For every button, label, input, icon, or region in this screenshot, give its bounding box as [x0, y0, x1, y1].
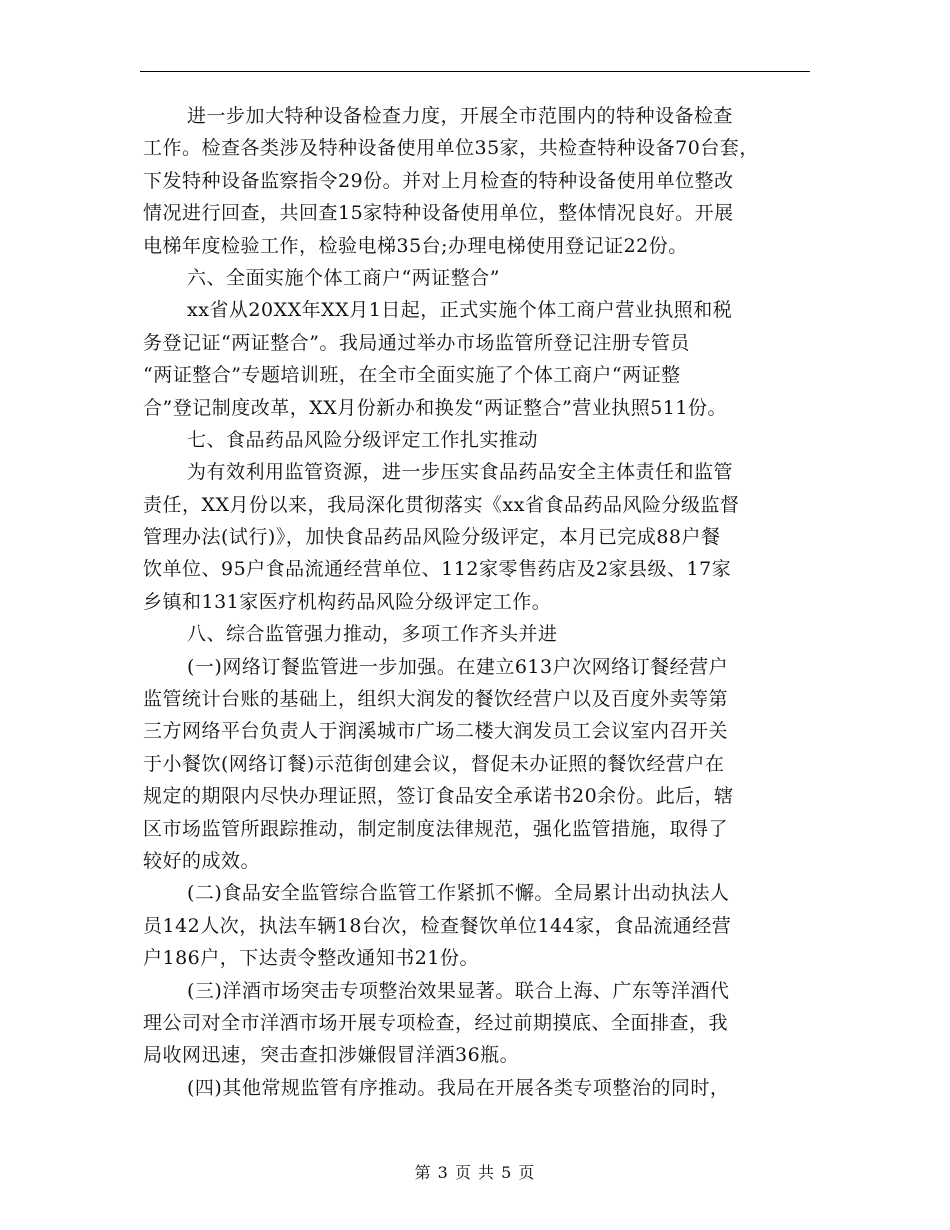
text-line: 理公司对全市洋酒市场开展专项检查，经过前期摸底、全面排查，我	[143, 1011, 729, 1034]
text-line: 工作。检查各类涉及特种设备使用单位35家，共检查特种设备70台套，	[143, 137, 759, 160]
text-line: 责任，XX月份以来，我局深化贯彻落实《xx省食品药品风险分级监督	[143, 493, 740, 516]
text-line: 乡镇和131家医疗机构药品风险分级评定工作。	[143, 590, 552, 613]
text-line: 三方网络平台负责人于润溪城市广场二楼大润发员工会议室内召开关	[143, 720, 729, 743]
text-line: 监管统计台账的基础上，组织大润发的餐饮经营户以及百度外卖等第	[143, 688, 729, 711]
text-line: (四)其他常规监管有序推动。我局在开展各类专项整治的同时，	[187, 1076, 730, 1099]
text-line: 务登记证“两证整合”。我局通过举办市场监管所登记注册专管员	[143, 331, 690, 354]
text-line: 电梯年度检验工作，检验电梯35台;办理电梯使用登记证22份。	[143, 234, 688, 257]
text-line: 规定的期限内尽快办理证照，签订食品安全承诺书20余份。此后，辖	[143, 785, 734, 808]
text-line: 饮单位、95户食品流通经营单位、112家零售药店及2家县级、17家	[143, 558, 732, 581]
document-body	[143, 100, 811, 1104]
text-line: (二)食品安全监管综合监管工作紧抓不懈。全局累计出动执法人	[187, 882, 730, 905]
text-line: 局收网迅速，突击查扣涉嫌假冒洋酒36瓶。	[143, 1044, 520, 1067]
text-line: 情况进行回查，共回查15家特种设备使用单位，整体情况良好。开展	[143, 202, 734, 225]
text-line: 合”登记制度改革，XX月份新办和换发“两证整合”营业执照511份。	[143, 396, 727, 419]
header-rule	[140, 71, 810, 72]
text-line: “两证整合”专题培训班，在全市全面实施了个体工商户“两证整	[143, 364, 681, 387]
page-number: 第 3 页 共 5 页	[414, 1163, 536, 1182]
text-line: 管理办法(试行)》，加快食品药品风险分级评定，本月已完成88户餐	[143, 526, 721, 549]
text-line: 员142人次，执法车辆18台次，检查餐饮单位144家，食品流通经营	[143, 914, 732, 937]
text-line: 于小餐饮(网络订餐)示范街创建会议，督促未办证照的餐饮经营户在	[143, 752, 725, 775]
text-line: 区市场监管所跟踪推动，制定制度法律规范，强化监管措施，取得了	[143, 817, 729, 840]
text-line: 户186户，下达责令整改通知书21份。	[143, 947, 479, 970]
text-line: (一)网络订餐监管进一步加强。在建立613户次网络订餐经营户	[187, 655, 729, 678]
text-line: 进一步加大特种设备检查力度，开展全市范围内的特种设备检查	[187, 105, 734, 127]
text-line: 六、全面实施个体工商户“两证整合”	[187, 266, 500, 289]
text-line: 为有效利用监管资源，进一步压实食品药品安全主体责任和监管	[187, 461, 734, 484]
text-line: xx省从20XX年XX月1日起，正式实施个体工商户营业执照和税	[187, 299, 733, 322]
text-line: 较好的成效。	[143, 849, 261, 872]
text-line: 八、综合监管强力推动，多项工作齐头并进	[187, 623, 558, 646]
text-line: 下发特种设备监察指令29份。并对上月检查的特种设备使用单位整改	[143, 169, 734, 192]
text-line: (三)洋酒市场突击专项整治效果显著。联合上海、广东等洋酒代	[187, 979, 730, 1002]
text-line: 七、食品药品风险分级评定工作扎实推动	[187, 428, 539, 451]
